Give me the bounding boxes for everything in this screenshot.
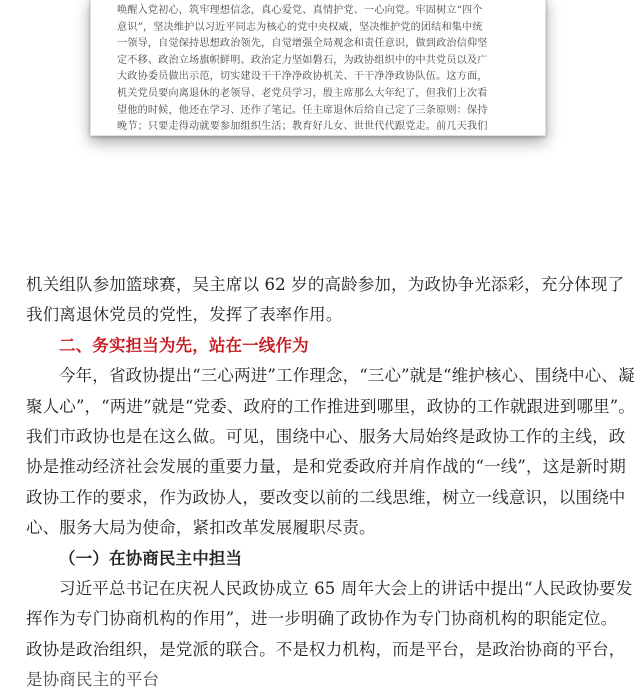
body-text-line: 协是推动经济社会发展的重要力量，是和党委政府并肩作战的“一线”，这是新时期: [26, 457, 626, 477]
body-text-line: 机关组队参加篮球赛，吴主席以 62 岁的高龄参加，为政协争光添彩，充分体现了: [26, 275, 625, 294]
body-text-line: 今年，省政协提出“三心两进”工作理念，“三心”就是“维护核心、围绕中心、凝: [59, 366, 635, 386]
body-text-line: 我们市政协也是在这么做。可见，围绕中心、服务大局始终是政协工作的主线，政: [26, 427, 626, 447]
photo-text-line: 定不移、政治立场旗帜鲜明、政治定力坚如磐石，为政协组织中的中共党员以及广: [117, 54, 488, 66]
photographed-text-block: [91, 0, 545, 136]
photo-text-line: 晚节；只要走得动就要参加组织生活；教育好儿女、世世代代跟党走。前几天我们: [117, 121, 488, 133]
sub-heading: （一）在协商民主中担当: [59, 548, 243, 568]
body-text-line: 我们离退休党员的党性，发挥了表率作用。: [26, 305, 343, 325]
body-text-line: 挥作为专门协商机构的作用”，进一步明确了政协作为专门协商机构的职能定位。: [26, 609, 618, 629]
body-text-line: 聚人心”，“两进”就是“党委、政府的工作推进到哪里，政协的工作就跟进到哪里”。: [26, 396, 636, 416]
photo-text-line: 大政协委员做出示范，切实建设干干净净政协机关、干干净净政协队伍。这方面，: [117, 71, 488, 83]
body-text-line: 政协工作的要求，作为政协人，要改变以前的二线思维，树立一线意识，以围绕中: [26, 487, 626, 507]
photo-text-line: 机关党员要向离退休的老领导、老党员学习，殷主席那么大年纪了，但我们上次看: [117, 87, 488, 99]
body-text-line: 政协是政治组织，是党派的联合。不是权力机构，而是平台，是政治协商的平台，: [26, 639, 626, 659]
photo-text-line: 意识”，坚决维护以习近平同志为核心的党中央权威，坚决维护党的团结和集中统: [117, 21, 483, 33]
photo-text-line: 唤醒入党初心，筑牢理想信念，真心爱党、真情护党、一心向党。牢固树立“四个: [117, 5, 483, 16]
photographed-document-page: [90, 0, 546, 136]
body-text-line: 心、服务大局为使命，紧扣改革发展履职尽责。: [26, 518, 376, 538]
photo-text-line: 一领导，自觉保持思想政治领先，自觉增强全局观念和责任意识，做到政治信仰坚: [117, 38, 488, 50]
body-text-line: 习近平总书记在庆祝人民政协成立 65 周年大会上的讲话中提出“人民政协要发: [59, 579, 633, 599]
article-body: [26, 270, 636, 696]
section-heading: 二、务实担当为先，站在一线作为: [59, 335, 309, 355]
body-text-line-partial: 是协商民主的平台: [26, 670, 160, 690]
photo-text-line: 望他的时候，他还在学习、还作了笔记。任主席退休后给自己定了三条原则：保持: [117, 104, 488, 116]
